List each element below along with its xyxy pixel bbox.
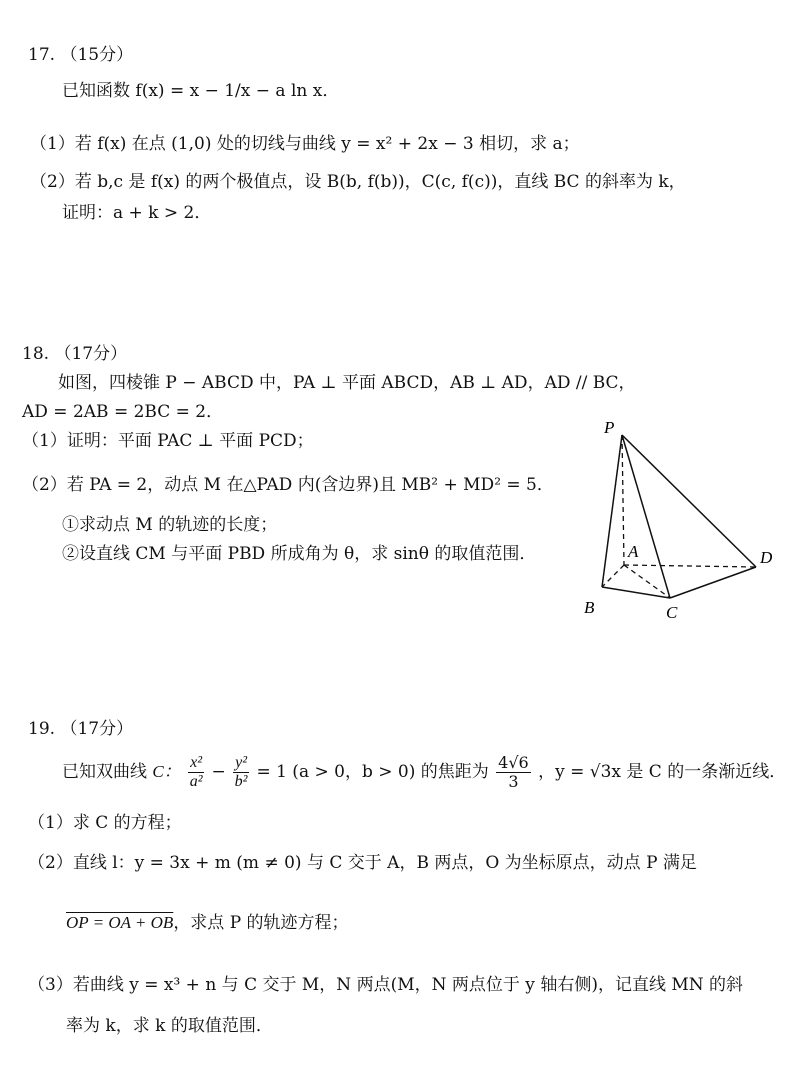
q19-part3: （3）若曲线 y = x³ + n 与 C 交于 M，N 两点(M，N 两点位于 y 轴右侧)，记直线 MN 的斜 <box>28 975 744 995</box>
q19-header <box>28 718 133 740</box>
q18-header <box>22 343 127 365</box>
focal-den: 3 <box>508 772 519 791</box>
q19-intro: 已知双曲线 C： $\frac{\text{x²}}{\text{a²}}$ − $\frac{\text{y²}}{\text{b²}}$ = 1 (a > 0，b > 0) 的焦距为 $\frac{4√6}{3}$ ，y = √3x 是 C 的一条渐近线． <box>62 753 787 791</box>
q17-function: 已知函数 f(x) = x − 1/x − a ln x． <box>62 81 340 101</box>
q19-part2: （2）直线 l：y = 3x + m (m ≠ 0) 与 C 交于 A，B 两点，O 为坐标原点，动点 P 满足 <box>28 853 697 873</box>
q18-condition: AD = 2AB = 2BC = 2． <box>22 402 224 422</box>
q19-asymptote: ，y = √3x 是 C 的一条渐近线． <box>538 762 787 782</box>
pyramid-figure <box>580 415 780 625</box>
q17-part2: （2）若 b,c 是 f(x) 的两个极值点，设 B(b, f(b))，C(c, f(c))，直线 BC 的斜率为 k， <box>30 172 686 192</box>
q19-number: 19. <box>28 719 56 739</box>
edge-AC <box>624 565 670 598</box>
q18-intro: 如图，四棱锥 P − ABCD 中，PA ⊥ 平面 ABCD，AB ⊥ AD，AD // BC， <box>58 373 636 393</box>
frac-x2-a2: $\frac{\text{x²}}{\text{a²}}$ <box>189 754 203 790</box>
label-P: P <box>604 418 615 437</box>
focal-distance <box>496 754 531 791</box>
q19-vector-tail: ，求点 P 的轨迹方程； <box>173 913 349 933</box>
q18-sub1: ①求动点 M 的轨迹的长度； <box>62 515 278 535</box>
focal-num: 4√6 <box>498 753 529 772</box>
frac-y2-b2: $\frac{\text{y²}}{\text{b²}}$ <box>234 754 248 790</box>
label-C: C <box>666 603 678 622</box>
q17-part2-prove: 证明：a + k > 2． <box>62 203 212 223</box>
edge-BC <box>602 587 670 598</box>
q17-number: 17. <box>28 45 56 65</box>
label-D: D <box>760 548 773 567</box>
q19-eq-tail: = 1 (a > 0，b > 0) 的焦距为 <box>256 762 489 782</box>
edge-AD <box>624 565 756 567</box>
label-B: B <box>584 598 595 617</box>
q17-points: （15分） <box>60 45 134 65</box>
q17-header <box>28 44 133 66</box>
q18-sub2: ②设直线 CM 与平面 PBD 所成角为 θ，求 sinθ 的取值范围． <box>62 544 537 564</box>
q19-intro-pre: 已知双曲线 <box>62 762 147 782</box>
q19-part1: （1）求 C 的方程； <box>28 813 182 833</box>
label-A: A <box>628 542 639 561</box>
q18-points: （17分） <box>54 344 128 364</box>
q17-part1: （1）若 f(x) 在点 (1,0) 处的切线与曲线 y = x² + 2x − 3 相切，求 a； <box>30 134 580 154</box>
q19-vector-line <box>66 912 349 934</box>
q19-curve: C： <box>152 762 181 781</box>
edge-PB <box>602 435 622 587</box>
q19-points: （17分） <box>60 719 134 739</box>
q18-number: 18. <box>22 344 50 364</box>
edge-AB <box>602 565 624 587</box>
q19-part3-cont: 率为 k，求 k 的取值范围． <box>66 1016 273 1036</box>
q18-part2: （2）若 PA = 2，动点 M 在△PAD 内(含边界)且 MB² + MD² = 5． <box>22 475 554 495</box>
edge-PA <box>622 435 624 565</box>
q18-part1: （1）证明：平面 PAC ⊥ 平面 PCD； <box>22 431 314 451</box>
q19-vector-eq: OP = OA + OB <box>66 913 174 932</box>
edge-CD <box>670 567 756 598</box>
